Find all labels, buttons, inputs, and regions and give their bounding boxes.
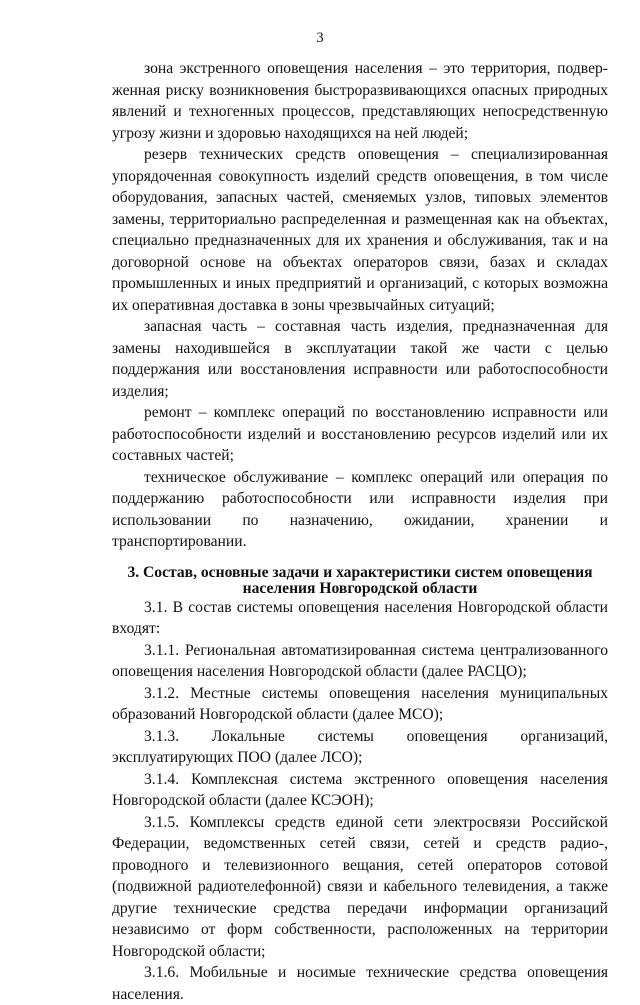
clause-paragraph: 3.1. В состав системы оповещения населения Новгородской области входят: bbox=[112, 598, 608, 637]
clause-paragraph: 3.1.6. Мобильные и носимые технические средства оповещения населения. bbox=[112, 964, 608, 1003]
section-heading-line-2: населения Новгородской области bbox=[242, 579, 478, 597]
section-heading-line-1: 3. Состав, основные задачи и характеристики систем оповещения bbox=[127, 563, 593, 581]
definition-paragraph: резерв технических средств оповещения – специализированная упорядоченная совокупность изделий средств оповещения, в том числе оборудования, запасных частей, сменяемых узлов, типовых элементов замены, территориально распределенная и размещенная как на объектах, специально предназначенных для их хранения и обслуживания, так и на договорной основе на объектах операторов связи, базах и складах промышленных и иных предприятий и организаций, с которых возможна их оперативная доставка в зоны чрезвычайных ситуаций; bbox=[112, 146, 608, 314]
definition-paragraph: запасная часть – составная часть изделия, предназначенная для замены находившейся в эксплуатации такой же части с целью поддержания или восстановления исправности или работоспособности изделия; bbox=[112, 318, 608, 400]
clause-paragraph: 3.1.4. Комплексная система экстренного оповещения населения Новгородской области (далее КСЭОН); bbox=[112, 770, 608, 809]
definition-paragraph: ремонт – комплекс операций по восстановлению исправности или работоспособности изделий и восстановлению ресурсов изделий или их составных частей; bbox=[112, 404, 608, 464]
clause-paragraph: 3.1.3. Локальные системы оповещения организаций, эксплуатирующих ПОО (далее ЛСО); bbox=[112, 727, 608, 766]
clause-paragraph: 3.1.1. Региональная автоматизированная система централизованного оповещения населения Новгородской области (далее РАСЦО); bbox=[112, 641, 608, 680]
page-number: 3 bbox=[316, 30, 324, 46]
document-body bbox=[112, 58, 608, 1005]
definition-paragraph: зона экстренного оповещения населения – это территория, подверженная риску возникновения быстроразвивающихся опасных природных явлений и техногенных процессов, представляющих непосредственную угрозу жизни и здоровью находящихся на ней людей; bbox=[112, 60, 608, 142]
definition-paragraph: техническое обслуживание – комплекс операций или операция по поддержанию работоспособности или исправности изделия при использовании по назначению, ожидании, хранении и транспортировании. bbox=[112, 468, 608, 550]
clause-paragraph: 3.1.2. Местные системы оповещения населения муниципальных образований Новгородской области (далее МСО); bbox=[112, 684, 608, 723]
section-heading bbox=[112, 565, 608, 597]
clause-paragraph: 3.1.5. Комплексы средств единой сети электросвязи Российской Федерации, ведомственных сетей связи, сетей и средств радио-, проводного и телевизионного вещания, сетей операторов сотовой (подвижной радиотелефонной) связи и кабельного телевидения, а также другие технические средства передачи информации организаций независимо от форм собственности, расположенных на территории Новгородской области; bbox=[112, 813, 608, 960]
